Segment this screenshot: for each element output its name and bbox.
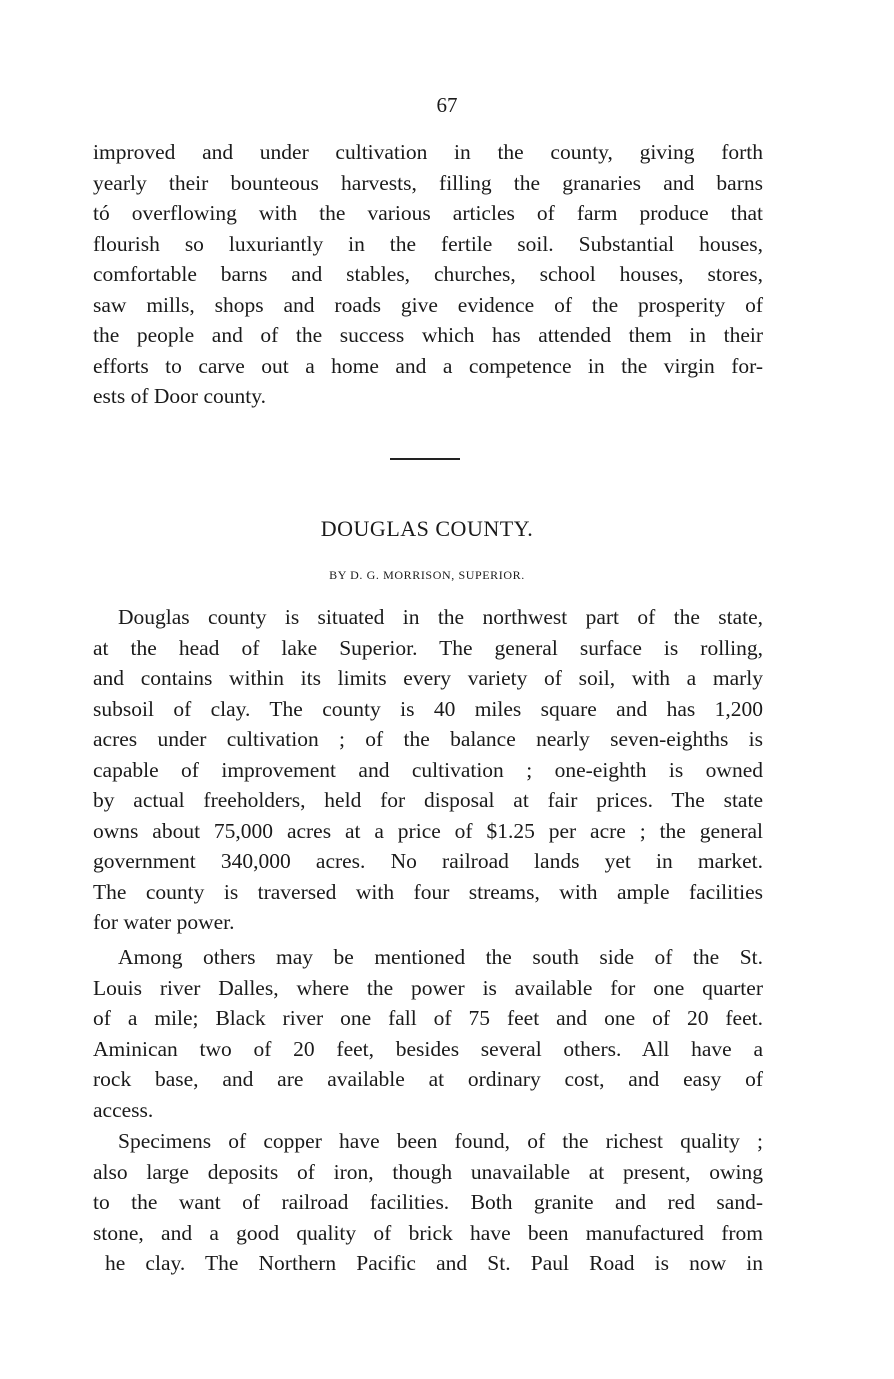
text-line: and contains within its limits every variety of soil, with a marly — [93, 666, 763, 690]
body-paragraph — [93, 602, 763, 938]
text-line: by actual freeholders, held for disposal at fair prices. The state — [93, 788, 763, 812]
text-line: improved and under cultivation in the county, giving forth — [93, 140, 763, 164]
text-line: access. — [93, 1097, 154, 1122]
text-line: at the head of lake Superior. The general surface is rolling, — [93, 635, 763, 660]
text-line: comfortable barns and stables, churches, school houses, stores, — [93, 262, 763, 286]
text-line: Aminican two of 20 feet, besides several others. All have a — [93, 1036, 763, 1061]
text-line: ests of Door county. — [93, 384, 266, 408]
text-line: also large deposits of iron, though unavailable at present, owing — [93, 1159, 763, 1184]
section-byline: BY D. G. MORRISON, SUPERIOR. — [329, 568, 525, 582]
intro-paragraph — [93, 137, 763, 412]
text-line: acres under cultivation ; of the balance nearly seven-eighths is — [93, 727, 763, 751]
text-line: government 340,000 acres. No railroad lands yet in market. — [93, 849, 763, 873]
text-line: tó overflowing with the various articles of farm produce that — [93, 201, 763, 225]
text-line: the people and of the success which has attended them in their — [93, 323, 763, 347]
text-line: Specimens of copper have been found, of the richest quality ; — [118, 1129, 763, 1153]
section-divider — [390, 458, 460, 460]
text-line: capable of improvement and cultivation ; one-eighth is owned — [93, 757, 763, 782]
body-paragraph — [93, 1126, 763, 1279]
text-line: saw mills, shops and roads give evidence of the prosperity of — [93, 292, 763, 317]
text-line: subsoil of clay. The county is 40 miles square and has 1,200 — [93, 696, 763, 721]
text-line: to the want of railroad facilities. Both granite and red sand- — [93, 1190, 763, 1214]
text-line: stone, and a good quality of brick have been manufactured from — [93, 1220, 763, 1245]
text-line: efforts to carve out a home and a competence in the virgin for- — [93, 353, 763, 378]
body-paragraph — [93, 942, 763, 1125]
text-line: owns about 75,000 acres at a price of $1.25 per acre ; the general — [93, 818, 763, 843]
text-line: Douglas county is situated in the northwest part of the state, — [118, 605, 763, 629]
section-heading: DOUGLAS COUNTY. — [320, 516, 534, 541]
text-line: Among others may be mentioned the south side of the St. — [118, 945, 763, 969]
text-line: yearly their bounteous harvests, filling the granaries and barns — [93, 170, 763, 195]
text-line: rock base, and are available at ordinary cost, and easy of — [93, 1067, 763, 1091]
text-line: he clay. The Northern Pacific and St. Paul Road is now in — [105, 1251, 763, 1275]
text-line: The county is traversed with four streams, with ample facilities — [93, 879, 763, 904]
text-line: for water power. — [93, 910, 235, 934]
text-line: Louis river Dalles, where the power is available for one quarter — [93, 975, 763, 1000]
text-line: flourish so luxuriantly in the fertile soil. Substantial houses, — [93, 231, 763, 256]
text-line: of a mile; Black river one fall of 75 feet and one of 20 feet. — [93, 1006, 763, 1030]
page-number: 67 — [436, 93, 458, 117]
